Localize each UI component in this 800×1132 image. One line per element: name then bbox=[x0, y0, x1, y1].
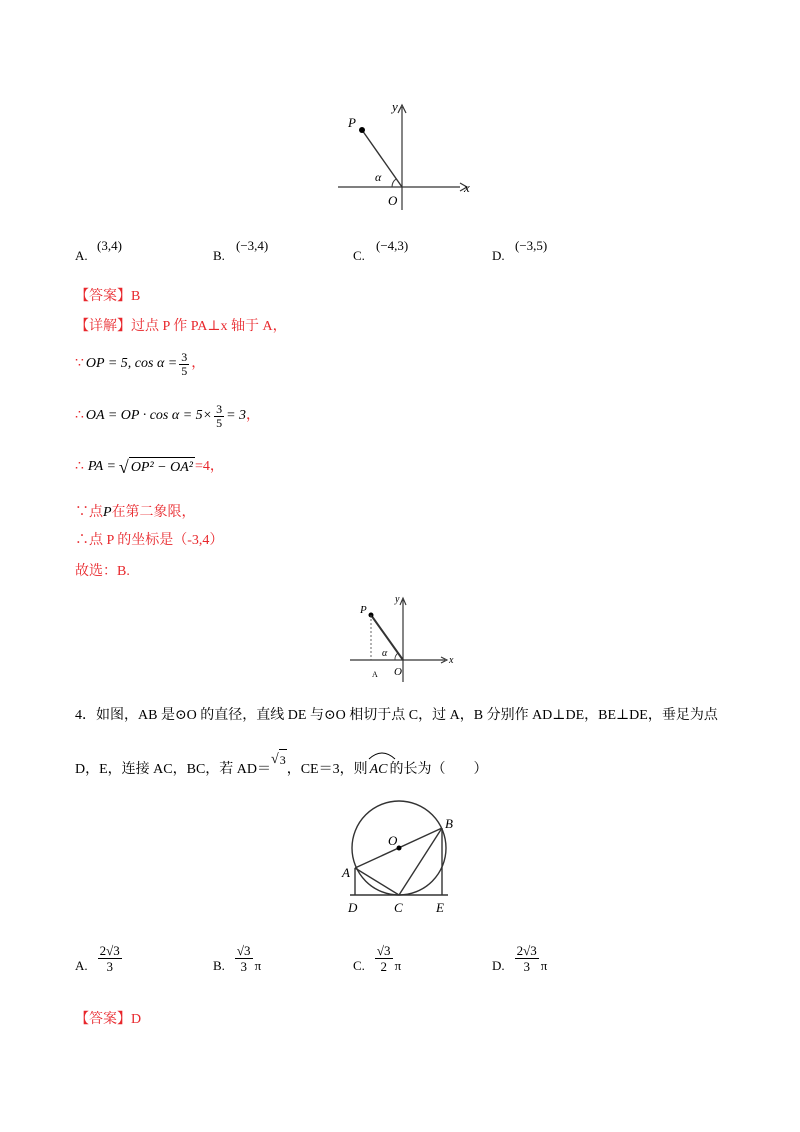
arc-ac: AC bbox=[370, 760, 388, 780]
q4-stem-line-1: 4．如图，AB 是⊙O 的直径，直线 DE 与⊙O 相切于点 C，过 A，B 分别作 AD⊥DE，BE⊥DE，垂足为点 bbox=[75, 708, 718, 723]
label-p: P bbox=[360, 604, 367, 616]
figure-coordinate-pa bbox=[345, 590, 460, 685]
q3-option-c: C. (−4,3) bbox=[353, 238, 409, 263]
q4-stem-line-2: D，E，连接 AC，BC，若 AD＝ √ 3 ，CE＝3，则 AC 的长为（ ） bbox=[75, 750, 487, 780]
figure-circle bbox=[340, 800, 470, 918]
solution-line-2: ∴ OA = OP · cos α = 5× $\frac{3}{5}$ = 3 ， bbox=[75, 401, 261, 430]
detail-q3: 【详解】过点 P 作 PA⊥x 轴于 A， bbox=[75, 319, 287, 334]
q4-option-b: B. $\frac{√3}{3}$ π bbox=[213, 942, 262, 974]
answer-q4: 【答案】D bbox=[75, 1012, 142, 1027]
q4-option-a: A. $\frac{2√3}{3}$ bbox=[75, 942, 120, 974]
label-a: A bbox=[372, 670, 378, 679]
label-alpha: α bbox=[382, 648, 388, 659]
label-x: x bbox=[449, 655, 454, 666]
q4-option-c: C. $\frac{√3}{2}$ π bbox=[353, 942, 402, 974]
label-o: O bbox=[388, 193, 398, 208]
label-b: B bbox=[445, 816, 453, 831]
solution-line-1: ∵ OP = 5, cos α = $\frac{3}{5}$ ， bbox=[75, 349, 206, 378]
figure-coordinate-p bbox=[330, 95, 475, 215]
sqrt-expression: √ OP² − OA² bbox=[118, 457, 193, 477]
label-y: y bbox=[392, 99, 398, 114]
label-d: D bbox=[348, 900, 358, 915]
solution-line-5: ∴点 P 的坐标是（-3,4） bbox=[75, 533, 224, 548]
fraction-3-5: $\frac{3}{5}$ bbox=[216, 401, 223, 430]
label-o: O bbox=[388, 833, 398, 848]
sqrt-3: √ 3 bbox=[271, 749, 287, 770]
q3-option-b: B. (−3,4) bbox=[213, 238, 269, 263]
solution-line-4: ∵点P在第二象限， bbox=[75, 505, 196, 520]
label-e: E bbox=[436, 900, 444, 915]
label-y: y bbox=[395, 594, 400, 605]
label-p: P bbox=[348, 115, 356, 130]
q3-option-a: A. (3,4) bbox=[75, 238, 122, 263]
q4-option-d: D. $\frac{2√3}{3}$ π bbox=[492, 942, 548, 974]
label-c: C bbox=[394, 900, 403, 915]
answer-q3: 【答案】B bbox=[75, 289, 141, 304]
q3-option-d: D. (−3,5) bbox=[492, 238, 548, 263]
solution-choose: 故选：B. bbox=[75, 564, 130, 579]
fraction-3-5: $\frac{3}{5}$ bbox=[181, 349, 188, 378]
label-a: A bbox=[342, 865, 350, 880]
solution-line-3: ∴ PA = √ OP² − OA² =4， bbox=[75, 457, 224, 477]
label-x: x bbox=[464, 180, 470, 195]
label-o: O bbox=[394, 666, 402, 678]
label-alpha: α bbox=[375, 170, 382, 184]
